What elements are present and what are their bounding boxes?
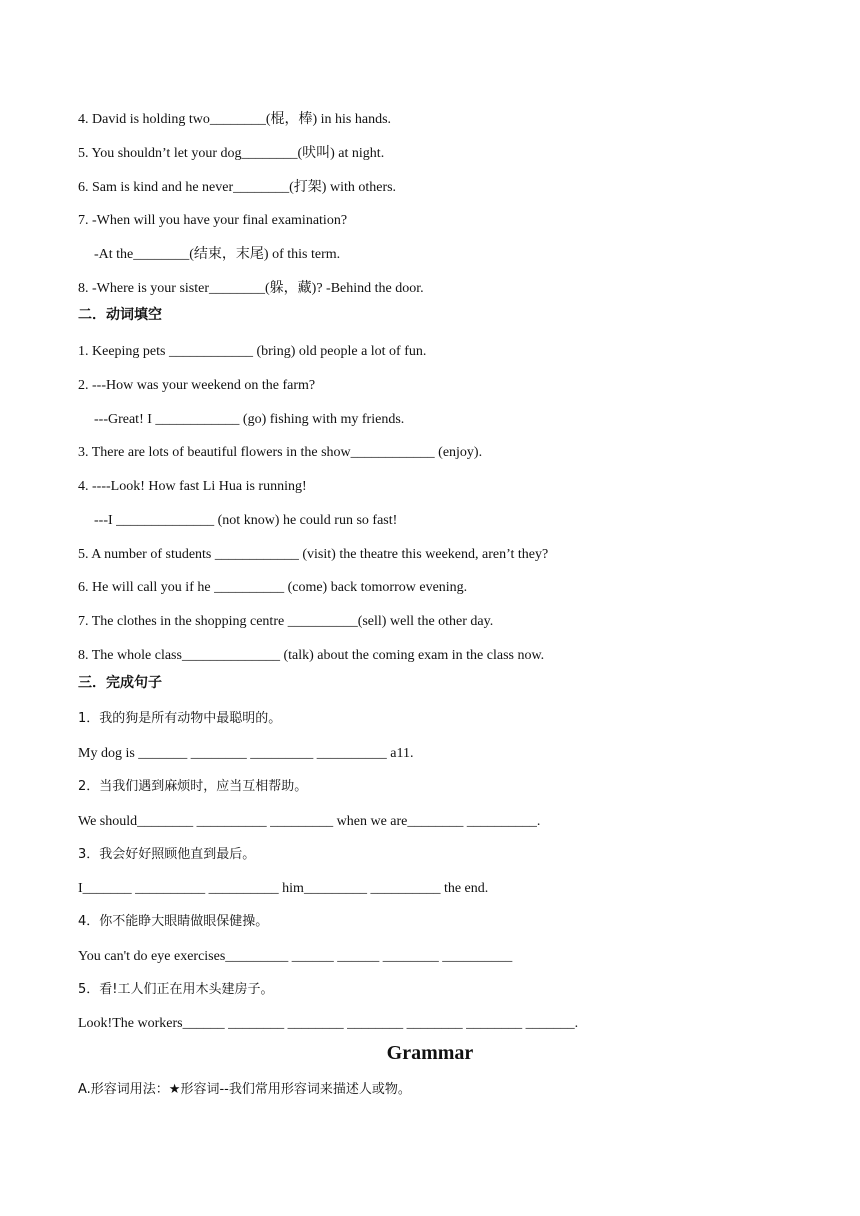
item-s1-7-answer: -At the________(结束，末尾) of this term. [94,247,341,262]
item-s3-1-chinese: 1．我的狗是所有动物中最聪明的。 [78,711,282,726]
item-s2-4-question: 4. ----Look! How fast Li Hua is running! [78,479,307,494]
item-s3-1-english: My dog is _______ ________ _________ __________ a11. [78,746,414,761]
item-s1-6: 6. Sam is kind and he never________(打架) with others. [78,180,397,195]
item-s2-3: 3. There are lots of beautiful flowers in the show____________ (enjoy). [78,445,483,460]
item-s3-4-chinese: 4．你不能睁大眼睛做眼保健操。 [78,914,269,929]
section3-heading: 三．完成句子 [78,675,162,691]
item-s3-5-english: Look!The workers______ ________ ________ ________ ________ ________ _______. [78,1016,579,1031]
item-s2-7: 7. The clothes in the shopping centre __________(sell) well the other day. [78,614,494,629]
item-s3-2-chinese: 2．当我们遇到麻烦时，应当互相帮助。 [78,779,308,794]
item-s3-5-chinese: 5．看!工人们正在用木头建房子。 [78,982,274,997]
item-s2-1: 1. Keeping pets ____________ (bring) old people a lot of fun. [78,344,427,359]
item-s2-2-question: 2. ---How was your weekend on the farm? [78,378,316,393]
item-s3-3-english: I_______ __________ __________ him_________ __________ the end. [78,881,489,896]
item-s3-2-english: We should________ __________ _________ when we are________ __________. [78,814,541,829]
item-s1-7-question: 7. -When will you have your final examination? [78,213,348,228]
item-s3-4-english: You can't do eye exercises_________ ______ ______ ________ __________ [78,949,513,964]
item-s1-5: 5. You shouldn’t let your dog________(吠叫) at night. [78,146,385,161]
section2-heading: 二．动词填空 [78,307,162,323]
grammar-adjective-usage: A.形容词用法：★形容词--我们常用形容词来描述人或物。 [78,1082,411,1097]
item-s1-4: 4. David is holding two________(棍，棒) in his hands. [78,112,392,127]
item-s1-8: 8. -Where is your sister________(躲，藏)? -Behind the door. [78,281,424,296]
item-s2-6: 6. He will call you if he __________ (come) back tomorrow evening. [78,580,468,595]
item-s2-2-answer: ---Great! I ____________ (go) fishing with my friends. [94,412,405,427]
item-s2-4-answer: ---I ______________ (not know) he could run so fast! [94,513,398,528]
item-s2-5: 5. A number of students ____________ (visit) the theatre this weekend, aren’t they? [78,547,549,562]
grammar-title: Grammar [386,1042,474,1064]
item-s3-3-chinese: 3．我会好好照顾他直到最后。 [78,847,256,862]
item-s2-8: 8. The whole class______________ (talk) about the coming exam in the class now. [78,648,545,663]
